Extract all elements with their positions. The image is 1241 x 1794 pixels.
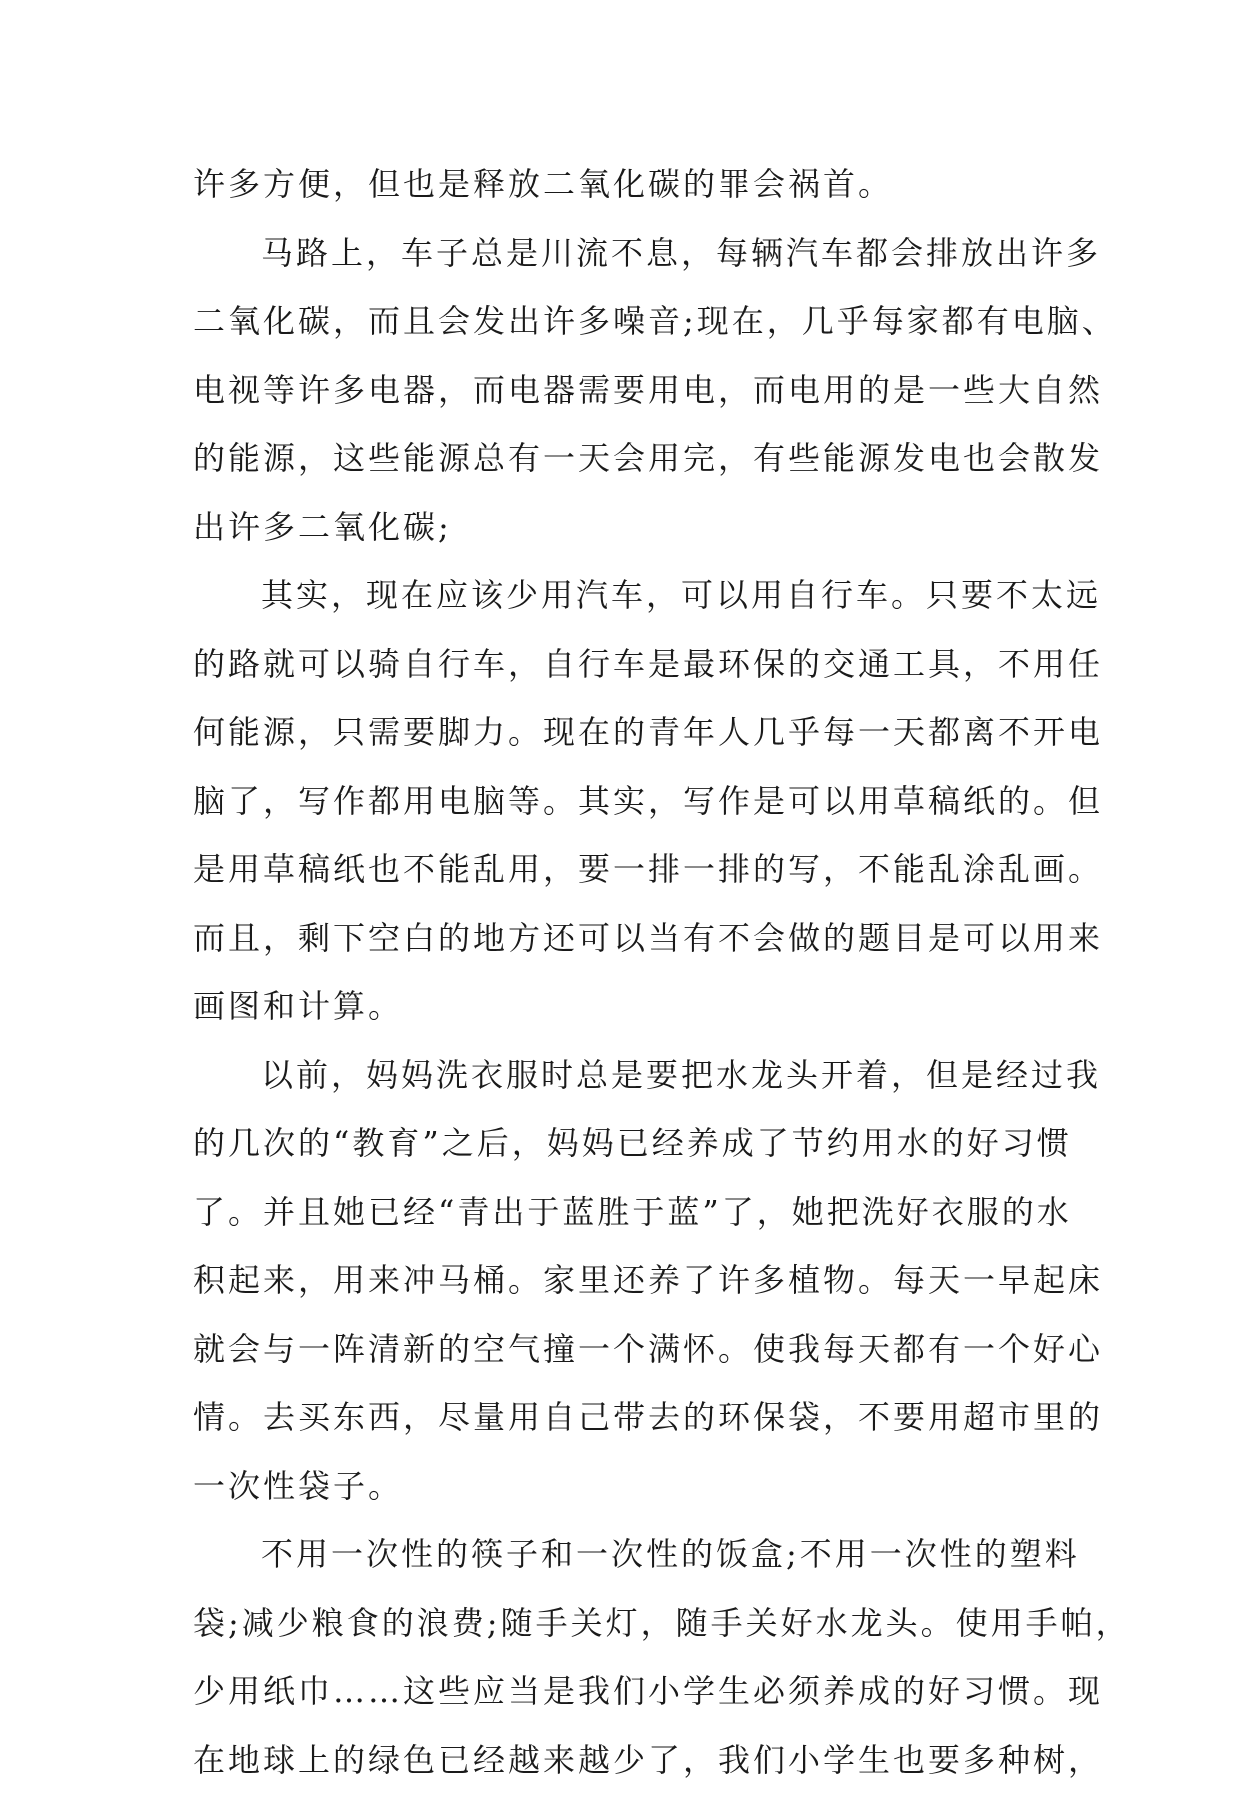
text-line: 出许多二氧化碳;: [193, 493, 1053, 562]
text-line: 积起来，用来冲马桶。家里还养了许多植物。每天一早起床: [193, 1246, 1053, 1315]
text-line: 二氧化碳，而且会发出许多噪音;现在，几乎每家都有电脑、: [193, 287, 1053, 356]
text-line: 就会与一阵清新的空气撞一个满怀。使我每天都有一个好心: [193, 1315, 1053, 1384]
text-line: 不用一次性的筷子和一次性的饭盒;不用一次性的塑料: [193, 1520, 1053, 1589]
text-line: 何能源，只需要脚力。现在的青年人几乎每一天都离不开电: [193, 698, 1053, 767]
text-line: 而且，剩下空白的地方还可以当有不会做的题目是可以用来: [193, 904, 1053, 973]
text-line: 的路就可以骑自行车，自行车是最环保的交通工具，不用任: [193, 630, 1053, 699]
text-line: 少用纸巾……这些应当是我们小学生必须养成的好习惯。现: [193, 1657, 1053, 1726]
text-line: 的能源，这些能源总有一天会用完，有些能源发电也会散发: [193, 424, 1053, 493]
body-text: [193, 150, 1053, 1794]
text-line: 袋;减少粮食的浪费;随手关灯，随手关好水龙头。使用手帕，: [193, 1589, 1053, 1658]
text-line: 的几次的“教育”之后，妈妈已经养成了节约用水的好习惯: [193, 1109, 1053, 1178]
text-line: 脑了，写作都用电脑等。其实，写作是可以用草稿纸的。但: [193, 767, 1053, 836]
text-line: 一次性袋子。: [193, 1452, 1053, 1521]
text-line: 是用草稿纸也不能乱用，要一排一排的写，不能乱涂乱画。: [193, 835, 1053, 904]
text-line: 以前，妈妈洗衣服时总是要把水龙头开着，但是经过我: [193, 1041, 1053, 1110]
text-line: 情。去买东西，尽量用自己带去的环保袋，不要用超市里的: [193, 1383, 1053, 1452]
text-line: 画图和计算。: [193, 972, 1053, 1041]
text-line: 马路上，车子总是川流不息，每辆汽车都会排放出许多: [193, 219, 1053, 288]
text-line: 了。并且她已经“青出于蓝胜于蓝”了，她把洗好衣服的水: [193, 1178, 1053, 1247]
text-line: 许多方便，但也是释放二氧化碳的罪会祸首。: [193, 150, 1053, 219]
text-line: 电视等许多电器，而电器需要用电，而电用的是一些大自然: [193, 356, 1053, 425]
text-line: 其实，现在应该少用汽车，可以用自行车。只要不太远: [193, 561, 1053, 630]
text-line: 在地球上的绿色已经越来越少了，我们小学生也要多种树，: [193, 1726, 1053, 1794]
